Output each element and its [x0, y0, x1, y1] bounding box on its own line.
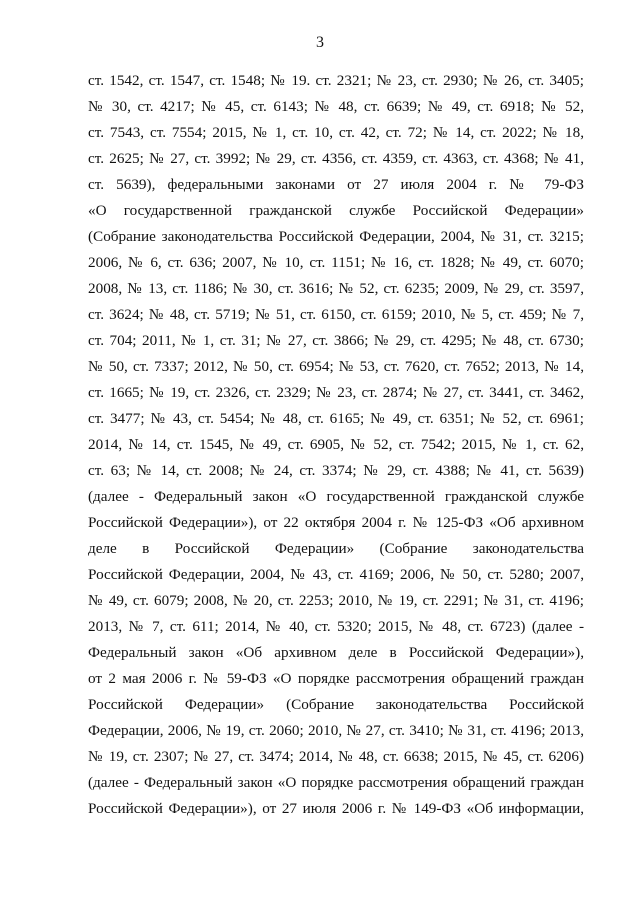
body-text — [88, 68, 584, 822]
text-line: ст. 3624; № 48, ст. 5719; № 51, ст. 6150, ст. 6159; 2010, № 5, ст. 459; № 7, — [88, 306, 584, 323]
text-line: № 30, ст. 4217; № 45, ст. 6143; № 48, ст. 6639; № 49, ст. 6918; № 52, — [88, 98, 584, 115]
text-line: Федеральный закон «Об архивном деле в Российской Федерации»), — [88, 644, 584, 661]
text-line: ст. 2625; № 27, ст. 3992; № 29, ст. 4356, ст. 4359, ст. 4363, ст. 4368; № 41, — [88, 150, 584, 167]
text-line: ст. 704; 2011, № 1, ст. 31; № 27, ст. 3866; № 29, ст. 4295; № 48, ст. 6730; — [88, 332, 584, 349]
text-line: № 49, ст. 6079; 2008, № 20, ст. 2253; 2010, № 19, ст. 2291; № 31, ст. 4196; — [88, 592, 584, 609]
text-line: (далее - Федеральный закон «О порядке рассмотрения обращений граждан — [88, 774, 584, 791]
text-line: ст. 1542, ст. 1547, ст. 1548; № 19. ст. 2321; № 23, ст. 2930; № 26, ст. 3405; — [88, 72, 584, 89]
text-line: Федерации, 2006, № 19, ст. 2060; 2010, № 27, ст. 3410; № 31, ст. 4196; 2013, — [88, 722, 584, 739]
text-line: ст. 1665; № 19, ст. 2326, ст. 2329; № 23, ст. 2874; № 27, ст. 3441, ст. 3462, — [88, 384, 584, 401]
text-line: 2013, № 7, ст. 611; 2014, № 40, ст. 5320; 2015, № 48, ст. 6723) (далее - — [88, 618, 584, 635]
text-line: Российской Федерации» (Собрание законодательства Российской — [88, 696, 584, 713]
text-line: ст. 3477; № 43, ст. 5454; № 48, ст. 6165; № 49, ст. 6351; № 52, ст. 6961; — [88, 410, 584, 427]
text-line: 2008, № 13, ст. 1186; № 30, ст. 3616; № 52, ст. 6235; 2009, № 29, ст. 3597, — [88, 280, 584, 297]
text-line: ст. 5639), федеральными законами от 27 июля 2004 г. № 79-ФЗ — [88, 176, 584, 193]
page-number: 3 — [316, 34, 324, 51]
text-line: ст. 7543, ст. 7554; 2015, № 1, ст. 10, ст. 42, ст. 72; № 14, ст. 2022; № 18, — [88, 124, 584, 141]
text-line: «О государственной гражданской службе Российской Федерации» — [88, 202, 584, 219]
text-line: Российской Федерации, 2004, № 43, ст. 4169; 2006, № 50, ст. 5280; 2007, — [88, 566, 584, 583]
text-line: от 2 мая 2006 г. № 59-ФЗ «О порядке рассмотрения обращений граждан — [88, 670, 584, 687]
text-line: Российской Федерации»), от 27 июля 2006 г. № 149-ФЗ «Об информации, — [88, 800, 584, 817]
text-line: Российской Федерации»), от 22 октября 2004 г. № 125-ФЗ «Об архивном — [88, 514, 584, 531]
text-line: № 50, ст. 7337; 2012, № 50, ст. 6954; № 53, ст. 7620, ст. 7652; 2013, № 14, — [88, 358, 584, 375]
text-line: (Собрание законодательства Российской Федерации, 2004, № 31, ст. 3215; — [88, 228, 584, 245]
text-line: (далее - Федеральный закон «О государственной гражданской службе — [88, 488, 584, 505]
text-line: 2014, № 14, ст. 1545, № 49, ст. 6905, № 52, ст. 7542; 2015, № 1, ст. 62, — [88, 436, 584, 453]
text-line: 2006, № 6, ст. 636; 2007, № 10, ст. 1151; № 16, ст. 1828; № 49, ст. 6070; — [88, 254, 584, 271]
text-line: ст. 63; № 14, ст. 2008; № 24, ст. 3374; № 29, ст. 4388; № 41, ст. 5639) — [88, 462, 584, 479]
text-line: деле в Российской Федерации» (Собрание законодательства — [88, 540, 584, 557]
text-line: № 19, ст. 2307; № 27, ст. 3474; 2014, № 48, ст. 6638; 2015, № 45, ст. 6206) — [88, 748, 584, 765]
